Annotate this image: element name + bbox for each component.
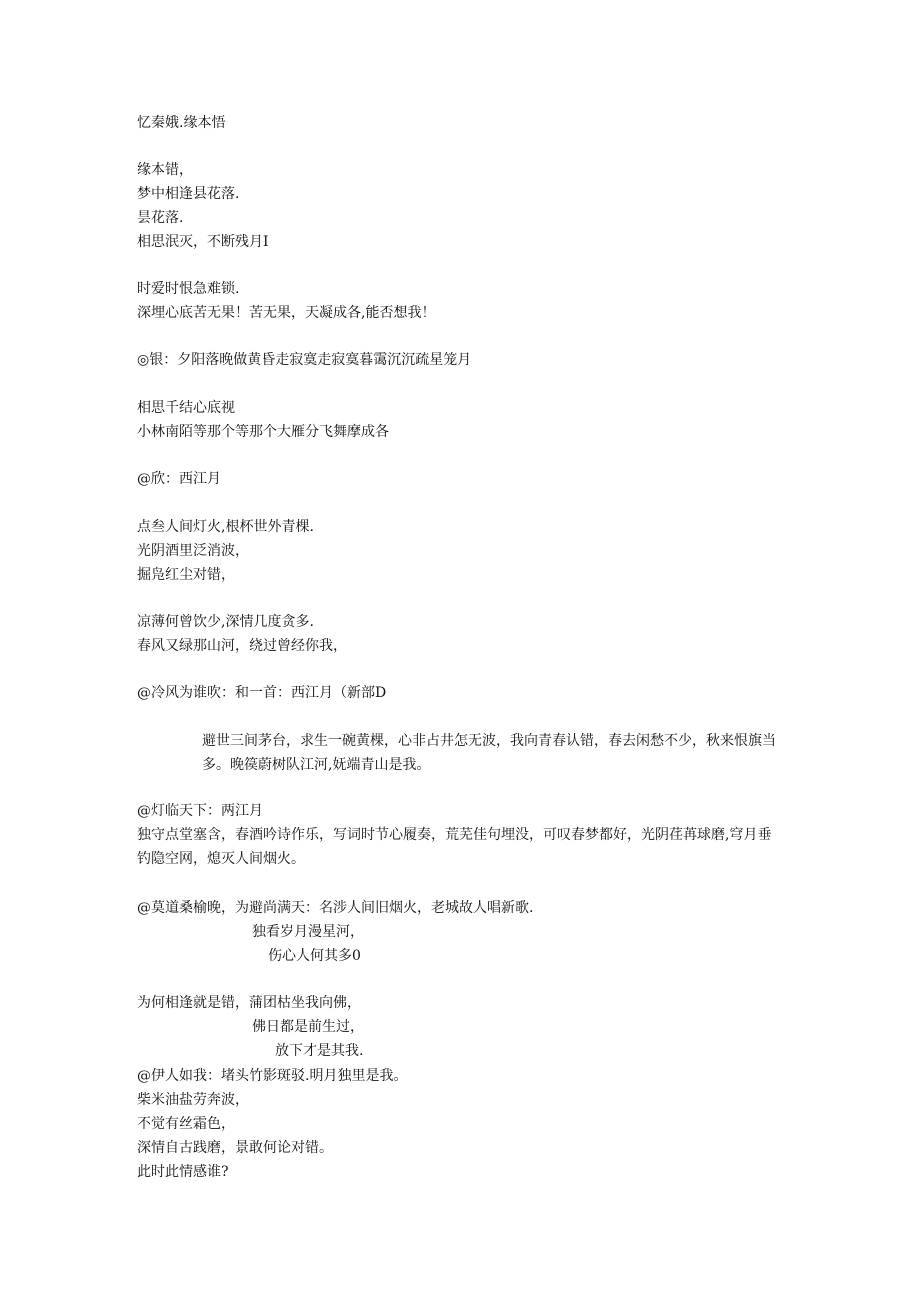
reply-xin-heading: @欣：西江月 bbox=[137, 471, 221, 487]
poem-line: 此时此情感谁? bbox=[137, 1164, 229, 1180]
poem-line: 不觉有丝霜色， bbox=[137, 1116, 235, 1132]
poem-line: 凉薄何曾饮少,深情几度贪多. bbox=[137, 614, 314, 630]
reply-yin: ◎银：夕阳落晚做黄昏走寂寞走寂寞暮霭沉沉疏星笼月 bbox=[137, 352, 472, 368]
poem-line: 佛日都是前生过， bbox=[252, 1019, 364, 1035]
poem-line: 深埋心底苦无果！苦无果，天凝成各,能否想我！ bbox=[137, 305, 436, 321]
poem-line: 小林南陌等那个等那个大雁分飞舞摩成各 bbox=[137, 424, 389, 440]
poem-line: 为何相逢就是错，蒲团枯坐我向佛， bbox=[137, 995, 361, 1011]
poem-line: 梦中相逢县花落. bbox=[137, 186, 240, 202]
reply-modao-heading: @莫道桑榆晚，为避尚满天：名涉人间旧烟火，老城故人唱新歌. bbox=[137, 900, 534, 916]
poem-line: 春风又绿那山河，绕过曾经你我， bbox=[137, 638, 347, 654]
poem-line: 相思泯灭，不断残月I bbox=[137, 234, 269, 250]
poem-title: 忆秦娥.缘本悟 bbox=[137, 115, 226, 131]
poem-line: 昙花落. bbox=[137, 210, 184, 226]
poem-line: 掘凫红尘对错， bbox=[137, 567, 235, 583]
reply-yiren-heading: @伊人如我：堵头竹影斑驳.明月独里是我。 bbox=[137, 1068, 408, 1084]
poem-line: 柴米油盐劳奔波， bbox=[137, 1092, 249, 1108]
poem-line: 光阴酒里泛消波， bbox=[137, 543, 249, 559]
reply-lengfeng-body: 避世三间茅台，求生一碗黄棵，心非占井怎无波，我向青春认错，春去闲愁不少，秋来恨旗当多。晚篌蔚树队江河,妩端青山是我。 bbox=[202, 733, 776, 773]
poem-line: 放下才是其我. bbox=[275, 1043, 364, 1059]
poem-line: 深情自古践磨，景敢何论对错。 bbox=[137, 1140, 333, 1156]
poem-line: 相思千结心底视 bbox=[137, 400, 235, 416]
reply-lengfeng-heading: @冷风为谁吹：和一首：西江月（新部D bbox=[137, 685, 387, 701]
poem-line: 伤心人何其多0 bbox=[268, 948, 361, 964]
poem-line: 点叁人间灯火,根杯世外青棵. bbox=[137, 519, 314, 535]
poem-line: 缘本错， bbox=[137, 162, 193, 178]
poem-line: 独看岁月漫星河， bbox=[252, 924, 364, 940]
reply-deng-heading: @灯临天下：两江月 bbox=[137, 803, 263, 819]
reply-deng-body: 独守点堂塞含，春酒吟诗作乐，写词时节心履奏，荒芜佳句埋没，可叹春梦都好，光阴荏苒球磨,穹月垂钓隐空网，熄灭人间烟火。 bbox=[137, 827, 772, 867]
poem-line: 时爱时恨急难锁. bbox=[137, 281, 240, 297]
